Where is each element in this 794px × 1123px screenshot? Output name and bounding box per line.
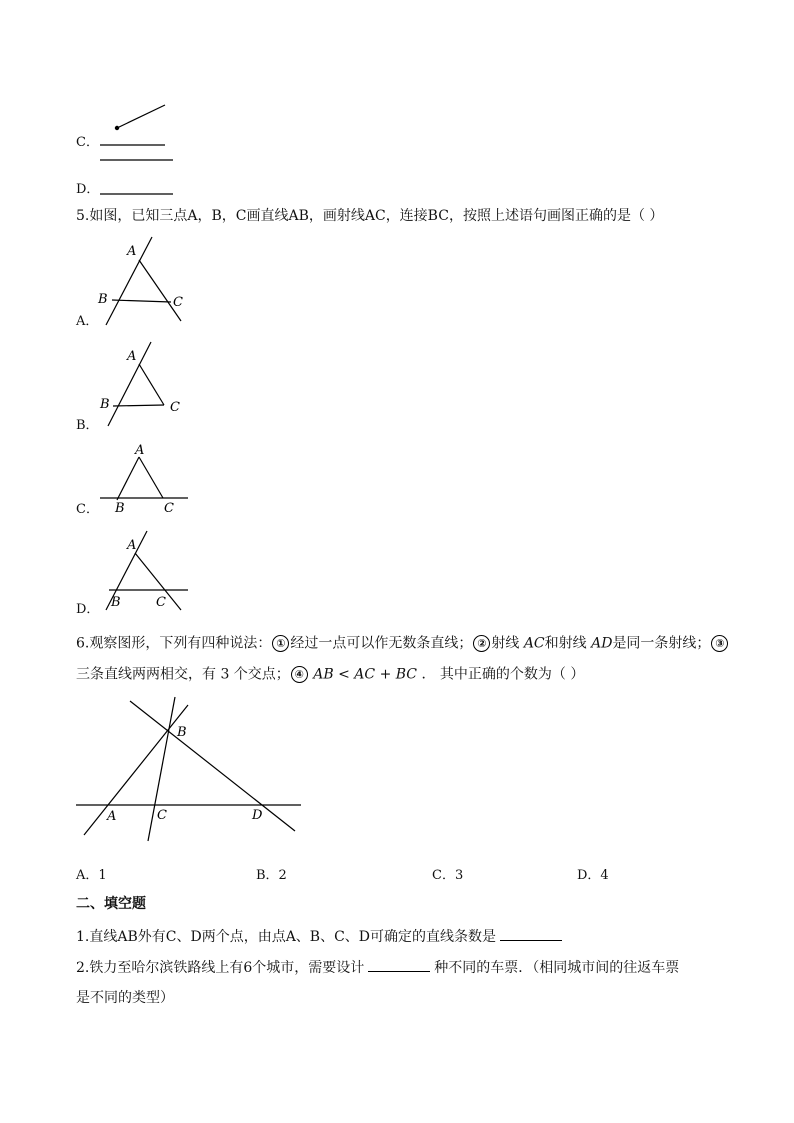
q5b-point-c-label: C [170,400,180,415]
q5-option-d-label: D． [76,602,100,617]
q5b-point-a-label: A [127,349,137,364]
fill-q2-line-2: 是不同的类型） [76,990,174,1006]
q5a-point-c-label: C [173,295,183,310]
q5d-point-a-label: A [127,538,137,553]
q6-statement-2a: 射线 [491,635,524,652]
q6-point-b-label: B [177,725,187,740]
q5-option-b-figure [95,340,205,430]
q5-option-a-label: A． [76,314,99,329]
q4-option-c-figure [98,100,178,164]
section-2-title: 二、填空题 [76,896,146,912]
fill-q1-text: 1.直线AB外有C、D两个点，由点A、B、C、D可确定的直线条数是 [76,929,497,945]
q6-point-d-label: D [252,808,263,823]
q6-choice-d: D．4 [577,868,609,883]
q4-option-c-label: C． [76,135,99,150]
fill-q2-text-b: 种不同的车票．（相同城市间的往返车票 [434,960,680,976]
q6-ray-ac: AC [523,635,545,652]
q6-point-c-label: C [157,808,167,823]
q5-option-b-label: B． [76,418,99,433]
q6-statement-2c: 是同一条射线； [612,635,711,652]
fill-q1 [76,928,566,945]
q4-option-d-label: D． [76,182,100,197]
q5c-point-b-label: B [115,501,125,516]
q6-inequality: AB < AC + BC [313,666,418,683]
q5b-point-b-label: B [100,397,110,412]
q6-choice-a: A．1 [76,868,107,883]
q6-ray-ad: AD [591,635,613,652]
q5-option-a-figure [95,235,205,330]
q5c-point-c-label: C [164,501,174,516]
q6-marker-3: ③ [711,635,728,652]
q6-point-a-label: A [107,809,117,824]
fill-q2-line-1 [76,959,679,976]
fill-q1-blank[interactable] [500,928,562,941]
q5a-point-a-label: A [127,244,137,259]
q6-figure [76,695,306,845]
q5a-point-b-label: B [98,292,108,307]
q6-marker-4: ④ [291,666,308,683]
q6-line-2 [76,666,584,683]
q6-choice-b: B．2 [256,868,287,883]
fill-q2-text-a: 2.铁力至哈尔滨铁路线上有6个城市，需要设计 [76,960,365,976]
q5-option-c-figure [95,440,205,520]
q5-option-d-figure [95,528,205,618]
q6-marker-1: ① [272,635,289,652]
fill-q2-blank[interactable] [368,959,430,972]
q6-marker-2: ② [473,635,490,652]
q6-statement-3: 三条直线两两相交，有 3 个交点； [76,666,290,683]
q6-statement-2b: 和射线 [544,635,592,652]
q5-question-text: 5.如图，已知三点A，B，C画直线AB，画射线AC，连接BC，按照上述语句画图正确的是（ ） [76,208,664,224]
q6-question: ． 其中正确的个数为（ ） [417,666,585,683]
q5-option-c-label: C． [76,502,99,517]
q6-choice-c: C．3 [432,868,464,883]
q6-intro: 6.观察图形，下列有四种说法： [76,635,272,652]
q4-option-d-figure [98,186,178,198]
q5d-point-c-label: C [156,595,166,610]
q5c-point-a-label: A [135,443,145,458]
q6-line-1 [76,635,729,652]
q5d-point-b-label: B [111,595,121,610]
q6-statement-1: 经过一点可以作无数条直线； [290,635,473,652]
